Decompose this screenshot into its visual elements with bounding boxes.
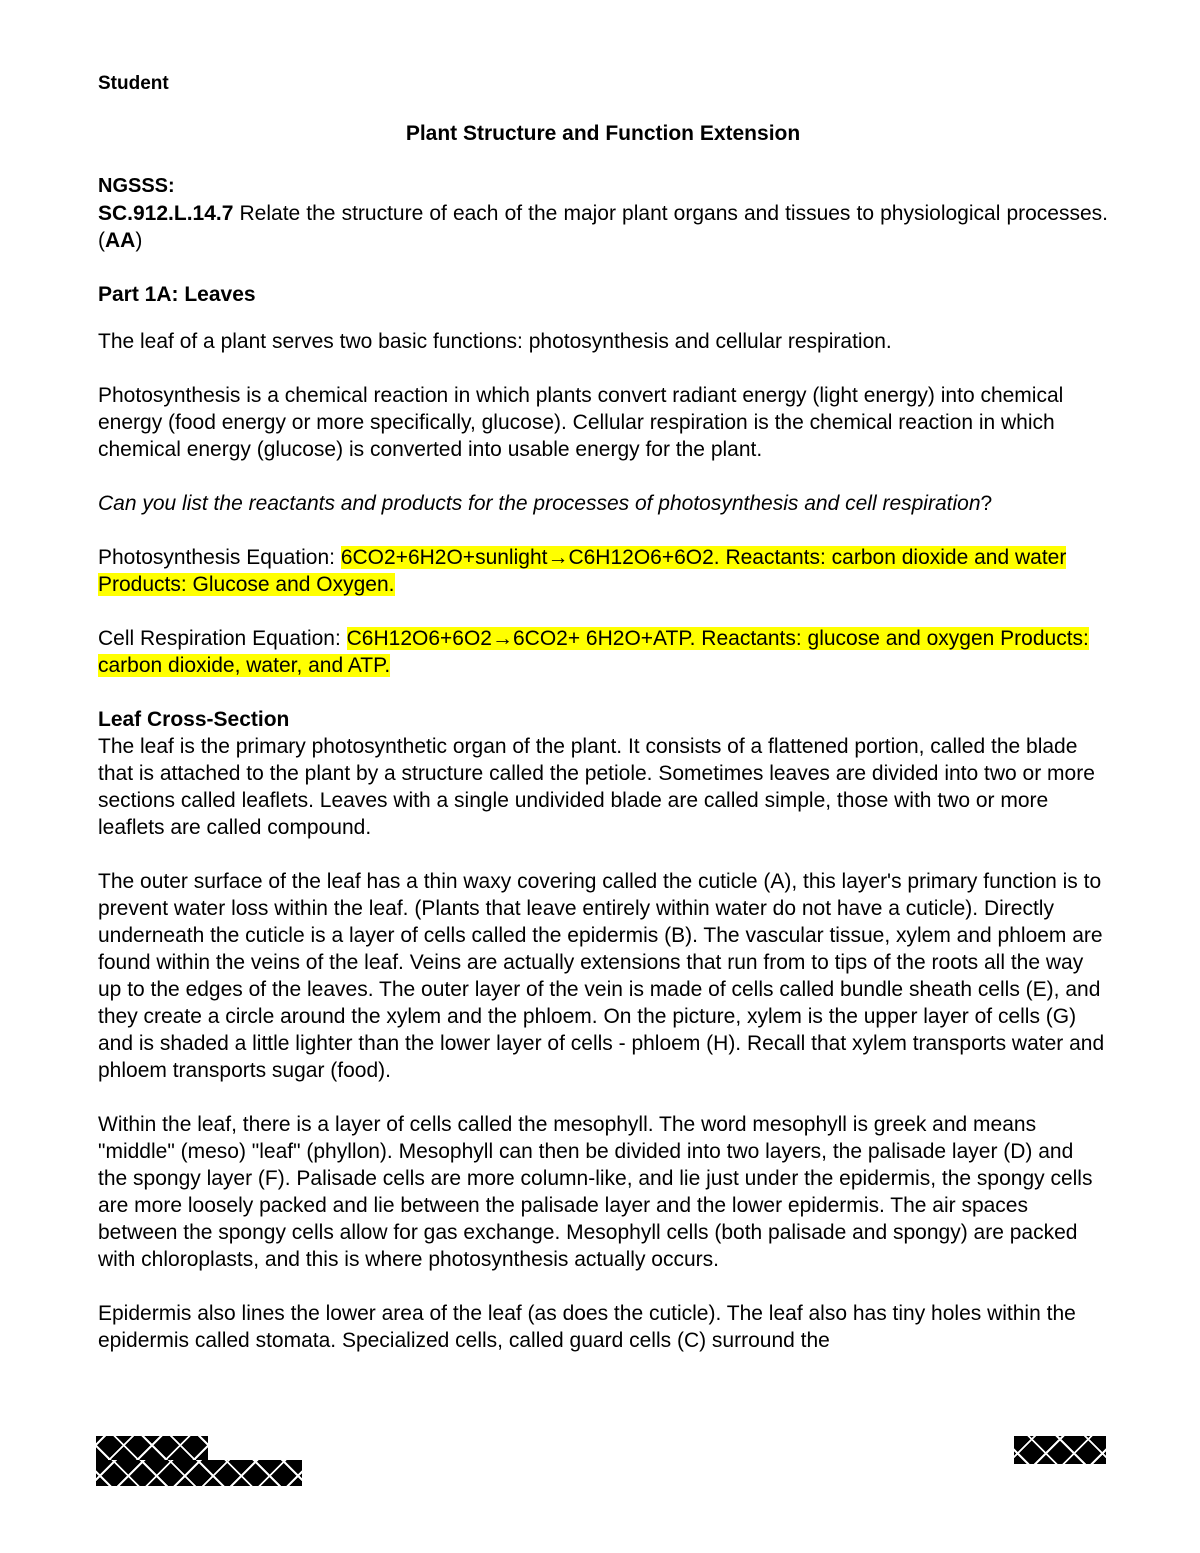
standard-code: SC.912.L.14.7 <box>98 202 234 225</box>
student-label: Student <box>98 73 169 94</box>
standard-statement <box>98 200 1108 254</box>
leaf-cross-section-heading: Leaf Cross-Section <box>98 708 290 731</box>
question-text: Can you list the reactants and products for the processes of photosynthesis and cell respiration <box>98 492 981 515</box>
redaction-block-left-top <box>96 1436 208 1460</box>
ngsss-heading: NGSSS: <box>98 175 175 197</box>
photosynthesis-equation <box>98 544 1108 598</box>
question-paragraph <box>98 490 1108 517</box>
redaction-block-right <box>1014 1436 1106 1464</box>
page-title: Plant Structure and Function Extension <box>405 122 801 145</box>
redaction-block-left-bottom <box>96 1460 302 1486</box>
standard-aa: AA <box>105 229 136 252</box>
respiration-equation <box>98 625 1108 679</box>
cuticle-paragraph: The outer surface of the leaf has a thin waxy covering called the cuticle (A), this layer's primary function is to prevent water loss within the leaf. (Plants that leave entirely within water do not have a cuticle). Directly underneath the cuticle is a layer of cells called the epidermis (B). The vascular tissue, xylem and phloem are found within the veins of the leaf. Veins are actually extensions that run from to tips of the roots all the way up to the edges of the leaves. The outer layer of the vein is made of cells called bundle sheath cells (E), and they create a circle around the xylem and the phloem. On the picture, xylem is the upper layer of cells (G) and is shaded a little lighter than the lower layer of cells - phloem (H). Recall that xylem transports water and phloem transports sugar (food). <box>98 870 1105 1082</box>
mesophyll-paragraph: Within the leaf, there is a layer of cells called the mesophyll. The word mesophyll is greek and means "middle" (meso) "leaf" (phyllon). Mesophyll can then be divided into two layers, the palisade layer (D) and the spongy layer (F). Palisade cells are more column-like, and lie just under the epidermis, the spongy cells are more loosely packed and lie between the palisade layer and the lower epidermis. The air spaces between the spongy cells allow for gas exchange. Mesophyll cells (both palisade and spongy) are packed with chloroplasts, and this is where photosynthesis actually occurs. <box>98 1113 1093 1271</box>
leaf-functions-paragraph: The leaf of a plant serves two basic functions: photosynthesis and cellular respiration. <box>98 330 892 353</box>
part-1a-heading: Part 1A: Leaves <box>98 283 256 306</box>
respiration-equation-label: Cell Respiration Equation: <box>98 627 347 650</box>
document-page <box>98 68 1108 1354</box>
question-mark: ? <box>980 492 993 515</box>
photosynthesis-answer: 6CO2+6H2O+sunlight→C6H12O6+6O2. Reactants: carbon dioxide and water Products: Glucose and Oxygen. <box>98 546 1067 596</box>
standard-text: Relate the structure of each of the major plant organs and tissues to physiological processes. ( <box>98 202 1108 252</box>
photosynthesis-paragraph: Photosynthesis is a chemical reaction in which plants convert radiant energy (light energy) into chemical energy (food energy or more specifically, glucose). Cellular respiration is the chemical reaction in which chemical energy (glucose) is converted into usable energy for the plant. <box>98 384 1064 461</box>
leaf-blade-paragraph: The leaf is the primary photosynthetic organ of the plant. It consists of a flattened portion, called the blade that is attached to the plant by a structure called the petiole. Sometimes leaves are divided into two or more sections called leaflets. Leaves with a single undivided blade are called simple, those with two or more leaflets are called compound. <box>98 735 1095 839</box>
respiration-answer: C6H12O6+6O2→6CO2+ 6H2O+ATP. Reactants: glucose and oxygen Products: carbon dioxide, water, and ATP. <box>98 627 1089 677</box>
photosynthesis-equation-label: Photosynthesis Equation: <box>98 546 341 569</box>
standard-close: ) <box>135 229 143 252</box>
epidermis-paragraph: Epidermis also lines the lower area of the leaf (as does the cuticle). The leaf also has tiny holes within the epidermis called stomata. Specialized cells, called guard cells (C) surround the <box>98 1302 1076 1352</box>
